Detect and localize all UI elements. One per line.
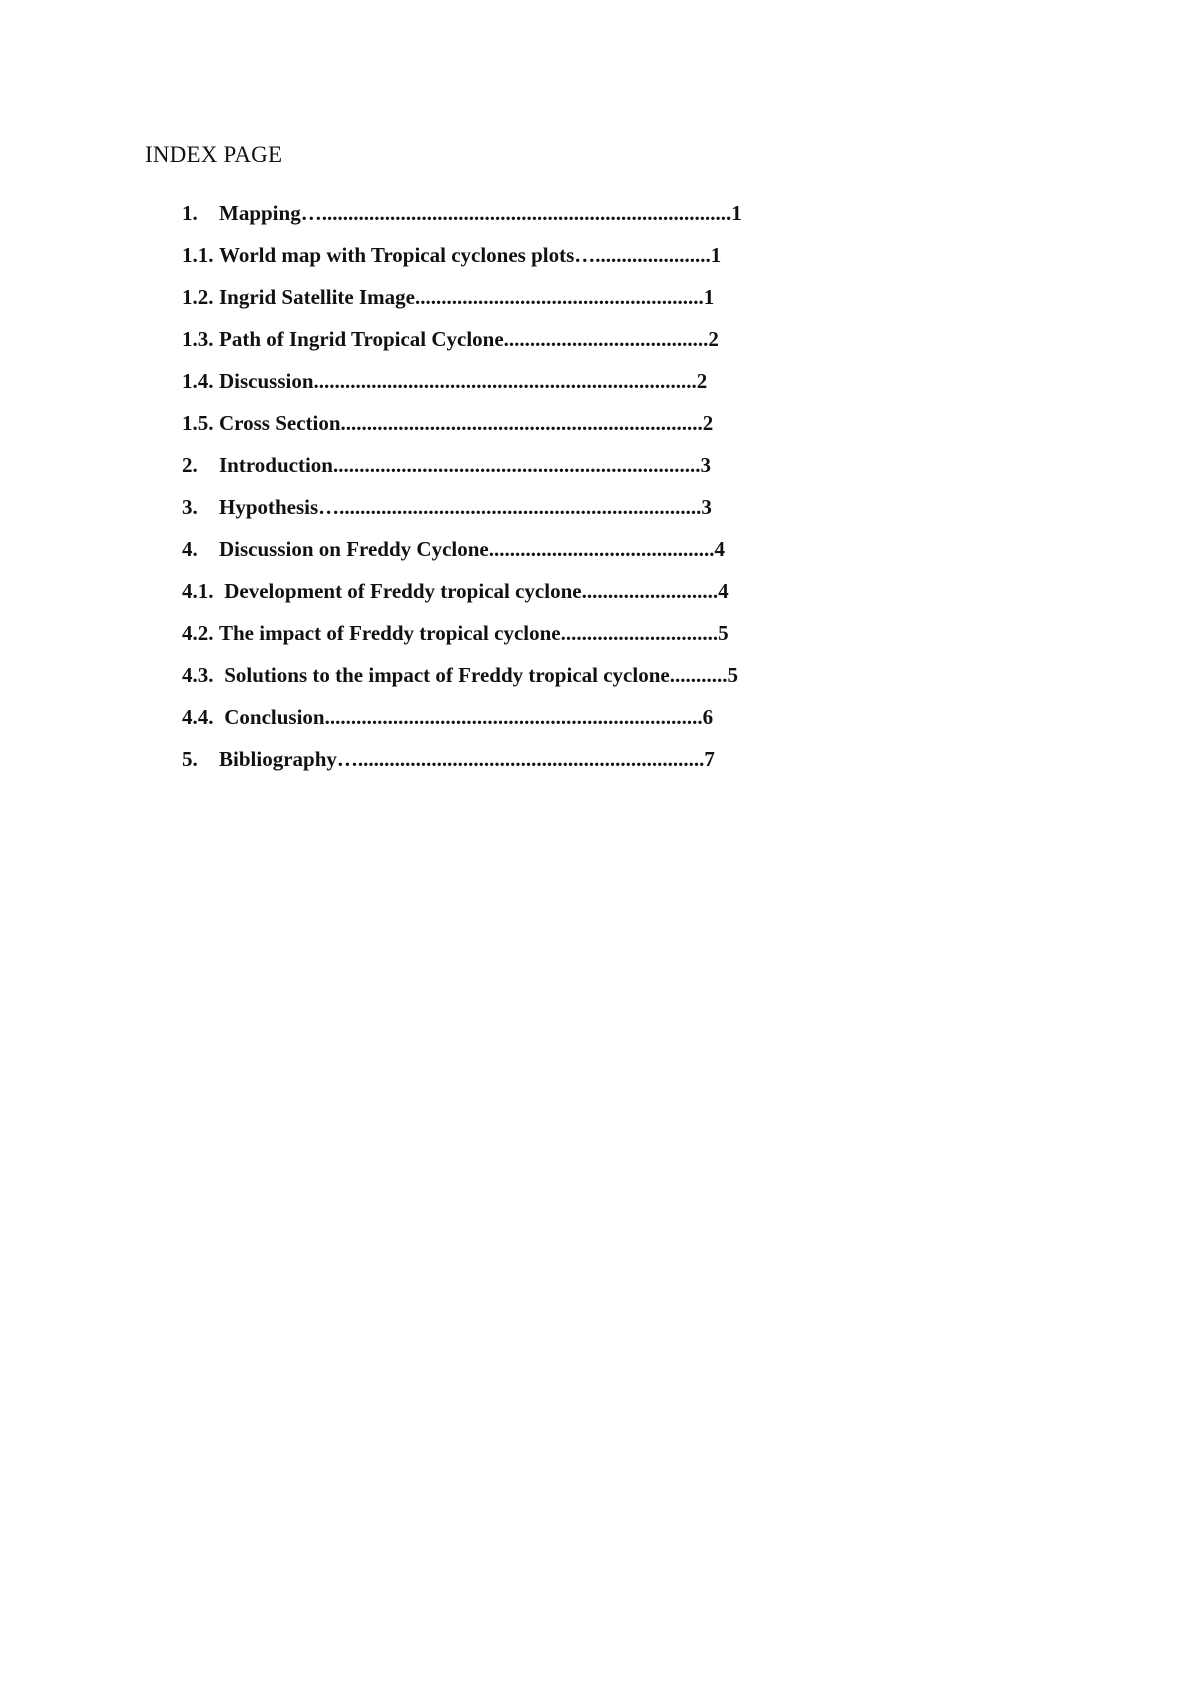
toc-entry-number: 4.1.	[182, 579, 214, 603]
toc-entry-number: 1.3.	[182, 327, 214, 351]
toc-entry-development-freddy	[182, 578, 832, 620]
toc-entry-text: The impact of Freddy tropical cyclone..............................5	[219, 621, 729, 645]
toc-entry-cross-section	[182, 410, 832, 452]
toc-entry-conclusion	[182, 704, 832, 746]
toc-entry-solutions-freddy	[182, 662, 832, 704]
toc-entry-number: 4.	[182, 537, 198, 561]
toc-entry-number: 2.	[182, 453, 198, 477]
toc-entry-path-of-ingrid	[182, 326, 832, 368]
toc-entry-ingrid-satellite-image	[182, 284, 832, 326]
toc-entry-number: 1.5.	[182, 411, 214, 435]
toc-entry-world-map	[182, 242, 832, 284]
toc-entry-text: Mapping…..............................................................................1	[219, 201, 742, 225]
toc-entry-text: Introduction......................................................................3	[219, 453, 711, 477]
toc-entry-text: Path of Ingrid Tropical Cyclone.......................................2	[219, 327, 719, 351]
toc-entry-bibliography	[182, 746, 832, 788]
toc-entry-number: 5.	[182, 747, 198, 771]
toc-entry-text: Solutions to the impact of Freddy tropical cyclone...........5	[219, 663, 738, 687]
toc-entry-text: Development of Freddy tropical cyclone..........................4	[219, 579, 729, 603]
index-page-title: INDEX PAGE	[145, 142, 283, 167]
toc-entry-mapping	[182, 200, 832, 242]
toc-entry-discussion	[182, 368, 832, 410]
toc-entry-number: 4.4.	[182, 705, 214, 729]
toc-entry-number: 3.	[182, 495, 198, 519]
toc-entry-discussion-freddy	[182, 536, 832, 578]
toc-entry-text: Cross Section.....................................................................2	[219, 411, 714, 435]
toc-entry-text: Discussion.........................................................................2	[219, 369, 708, 393]
toc-entry-text: Ingrid Satellite Image.......................................................1	[219, 285, 715, 309]
toc-entry-number: 4.3.	[182, 663, 214, 687]
toc-entry-number: 1.2.	[182, 285, 214, 309]
table-of-contents	[182, 200, 832, 788]
toc-entry-text: Conclusion........................................................................6	[219, 705, 714, 729]
toc-entry-impact-freddy	[182, 620, 832, 662]
toc-entry-text: World map with Tropical cyclones plots…......................1	[219, 243, 722, 267]
toc-entry-number: 4.2.	[182, 621, 214, 645]
toc-entry-text: Hypothesis….....................................................................3	[219, 495, 712, 519]
toc-entry-text: Discussion on Freddy Cyclone...........................................4	[219, 537, 725, 561]
toc-entry-number: 1.1.	[182, 243, 214, 267]
toc-entry-hypothesis	[182, 494, 832, 536]
toc-entry-introduction	[182, 452, 832, 494]
toc-entry-text: Bibliography…..................................................................7	[219, 747, 715, 771]
toc-entry-number: 1.	[182, 201, 198, 225]
toc-entry-number: 1.4.	[182, 369, 214, 393]
